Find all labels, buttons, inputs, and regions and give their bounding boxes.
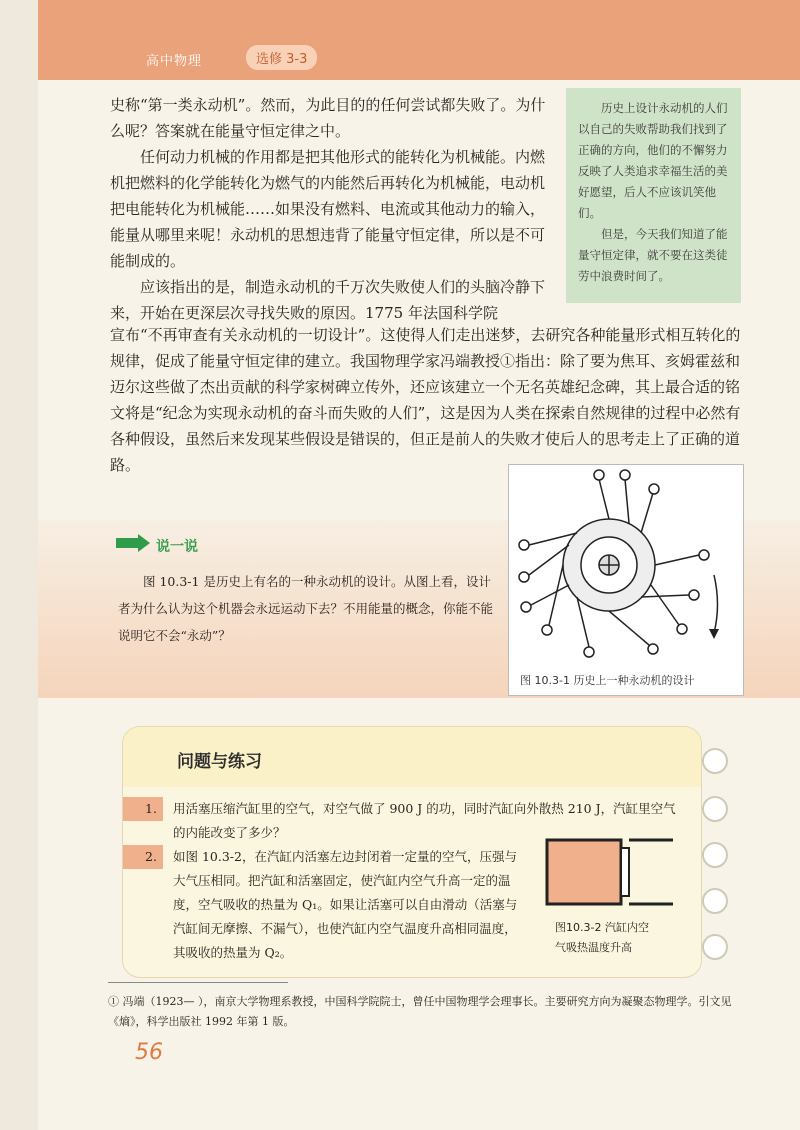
figure-perpetual-motion xyxy=(508,464,744,696)
header-badge: 选修 3-3 xyxy=(246,45,317,70)
main-text-upper xyxy=(110,92,550,326)
perpetual-wheel-illustration xyxy=(509,465,743,665)
cylinder-diagram xyxy=(545,838,675,906)
ring xyxy=(702,934,728,960)
figure1-caption: 图 10.3-1 历史上一种永动机的设计 xyxy=(520,674,695,687)
discuss-heading: 说一说 xyxy=(156,539,198,555)
side-note-p1: 历史上设计永动机的人们以自己的失败帮助我们找到了正确的方向，他们的不懈努力反映了人类追求幸福生活的美好愿望，后人不应该讥笑他们。 xyxy=(578,101,728,220)
ring xyxy=(702,796,728,822)
figure2-caption-line1: 图10.3-2 汽缸内空 xyxy=(555,921,649,934)
footnote: ① 冯端（1923— ），南京大学物理系教授，中国科学院院士，曾任中国物理学会理事长。主要研究方向为凝聚态物理学。引文见《熵》，科学出版社 1992 年第 1 版。 xyxy=(108,995,732,1028)
q2-text: 如图 10.3-2，在汽缸内活塞左边封闭着一定量的空气，压强与大气压相同。把汽缸和活塞固定，使汽缸内空气升高一定的温度，空气吸收的热量为 Q₁。如果让活塞可以自由滑动（活塞与汽缸间无摩擦、不漏气），也使汽缸内空气温度升高相同温度，其吸收的热量为 Q₂。 xyxy=(173,849,518,960)
header-title: 高中物理 xyxy=(146,54,203,69)
arrow-icon xyxy=(116,534,152,552)
ring xyxy=(702,748,728,774)
paragraph-2: 任何动力机械的作用都是把其他形式的能转化为机械能。内燃机把燃料的化学能转化为燃气的内能然后再转化为机械能，电动机把电能转化为机械能……如果没有燃料、电流或其他动力的输入，能量从哪里来呢！永动机的思想违背了能量守恒定律，所以是不可能制成的。 xyxy=(110,148,546,270)
q1-number: 1. xyxy=(145,801,157,816)
discuss-text: 图 10.3-1 是历史上有名的一种永动机的设计。从图上看，设计者为什么认为这个机器会永远运动下去？不用能量的概念，你能不能说明它不会“永动”？ xyxy=(118,574,494,643)
main-text-lower xyxy=(110,322,750,478)
footnote-divider xyxy=(108,982,288,983)
binder-rings xyxy=(700,736,730,976)
paragraph-1: 史称“第一类永动机”。然而，为此目的的任何尝试都失败了。为什么呢？答案就在能量守恒定律之中。 xyxy=(110,96,546,140)
ring xyxy=(702,842,728,868)
ring xyxy=(702,888,728,914)
q2-number: 2. xyxy=(145,849,157,864)
paragraph-3a: 应该指出的是，制造永动机的千万次失败使人们的头脑冷静下来，开始在更深层次寻找失败的原因。1775 年法国科学院 xyxy=(110,278,546,322)
side-note xyxy=(566,88,741,303)
page-number: 56 xyxy=(135,1040,163,1065)
figure2-caption-line2: 气吸热温度升高 xyxy=(555,941,632,954)
q1-text: 用活塞压缩汽缸里的空气，对空气做了 900 J 的功，同时汽缸向外散热 210 J，汽缸里空气的内能改变了多少？ xyxy=(173,801,676,840)
side-note-p2: 但是，今天我们知道了能量守恒定律，就不要在这类徒劳中浪费时间了。 xyxy=(578,227,728,283)
exercise-heading: 问题与练习 xyxy=(177,752,262,772)
paragraph-3b: 宣布“不再审查有关永动机的一切设计”。这使得人们走出迷梦，去研究各种能量形式相互转化的规律，促成了能量守恒定律的建立。我国物理学家冯端教授①指出：除了要为焦耳、亥姆霍兹和迈尔这些做了杰出贡献的科学家树碑立传外，还应该建立一个无名英雄纪念碑，其上最合适的铭文将是“纪念为实现永动机的奋斗而失败的人们”，这是因为人类在探索自然规律的过程中必然有各种假设，虽然后来发现某些假设是错误的，但正是前人的失败才使后人的思考走上了正确的道路。 xyxy=(110,326,741,474)
exercise-header xyxy=(123,727,701,787)
header-bar xyxy=(38,0,800,80)
figure2-caption xyxy=(555,918,649,958)
left-margin xyxy=(0,0,38,1130)
